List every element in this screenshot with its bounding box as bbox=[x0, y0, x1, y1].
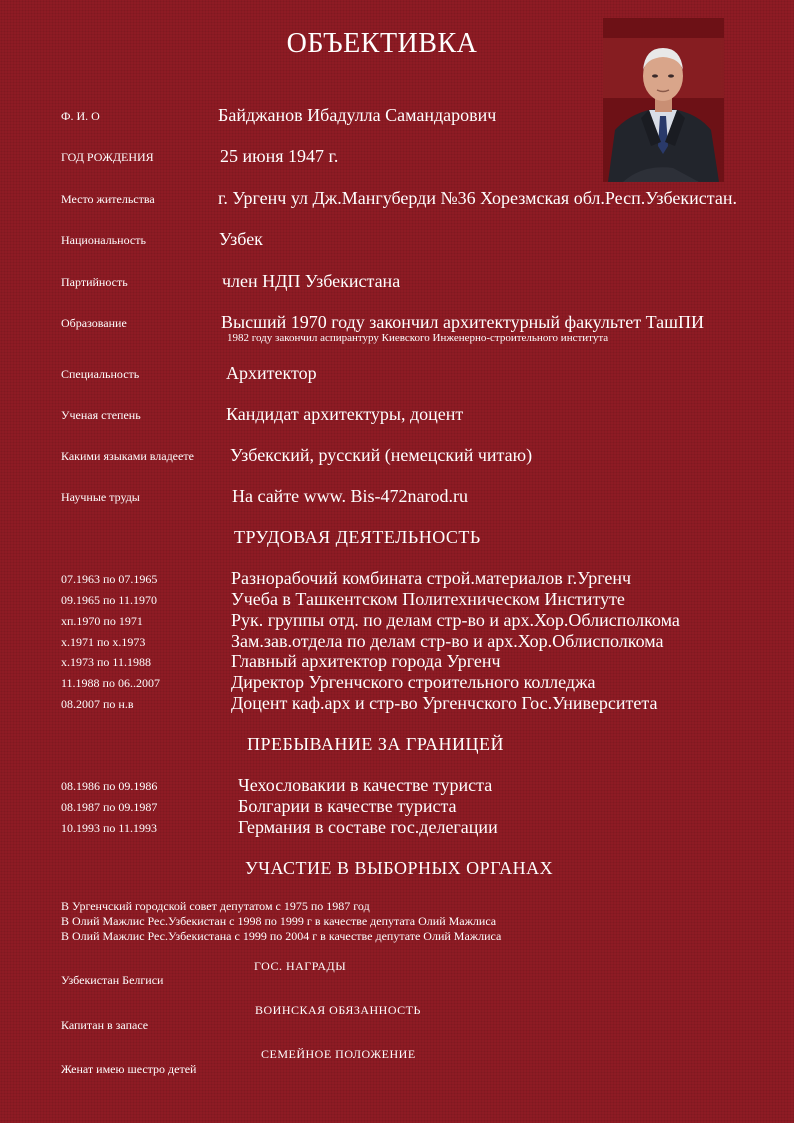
work-desc: Доцент каф.арх и стр-во Ургенчского Гос.Университета bbox=[231, 693, 658, 713]
military-heading: ВОИНСКАЯ ОБЯЗАННОСТЬ bbox=[255, 1003, 421, 1017]
work-date: х.1971 по х.1973 bbox=[61, 635, 146, 649]
page-title: ОБЪЕКТИВКА bbox=[286, 28, 478, 59]
awards-heading: ГОС. НАГРАДЫ bbox=[254, 959, 347, 973]
work-date: хп.1970 по 1971 bbox=[61, 614, 143, 628]
work-date: 09.1965 по 11.1970 bbox=[61, 593, 157, 607]
elected-line: В Олий Мажлис Рес.Узбекистан с 1998 по 1999 г в качестве депутата Олий Мажлиса bbox=[61, 914, 497, 928]
awards-text: Узбекистан Белгиси bbox=[61, 973, 164, 987]
work-date: 08.2007 по н.в bbox=[61, 697, 134, 711]
portrait-photo-icon bbox=[603, 18, 724, 182]
work-date: 07.1963 по 07.1965 bbox=[61, 572, 158, 586]
work-desc: Директор Ургенчского строительного колледжа bbox=[231, 672, 596, 692]
abroad-date: 10.1993 по 11.1993 bbox=[61, 821, 157, 835]
work-heading: ТРУДОВАЯ ДЕЯТЕЛЬНОСТЬ bbox=[234, 527, 481, 547]
party-value: член НДП Узбекистана bbox=[222, 271, 401, 291]
works-value: На сайте www. Bis-472narod.ru bbox=[232, 486, 468, 506]
specialty-value: Архитектор bbox=[226, 363, 317, 383]
abroad-desc: Германия в составе гос.делегации bbox=[238, 817, 498, 837]
family-text: Женат имею шестро детей bbox=[61, 1062, 197, 1076]
education-sub: 1982 году закончил аспирантуру Киевского Инженерно-строительного института bbox=[227, 332, 609, 344]
fio-value: Байджанов Ибадулла Самандарович bbox=[218, 105, 497, 125]
works-label: Научные труды bbox=[61, 490, 140, 504]
family-heading: СЕМЕЙНОЕ ПОЛОЖЕНИЕ bbox=[261, 1047, 416, 1061]
education-value: Высший 1970 году закончил архитектурный факультет ТашПИ bbox=[221, 312, 704, 332]
degree-label: Ученая степень bbox=[61, 408, 141, 422]
birth-year-label: ГОД РОЖДЕНИЯ bbox=[61, 150, 154, 164]
languages-label: Какими языками владеете bbox=[61, 449, 194, 463]
elected-line: В Ургенчский городской совет депутатом с 1975 по 1987 год bbox=[61, 899, 370, 913]
work-desc: Разнорабочий комбината строй.материалов г.Ургенч bbox=[231, 568, 632, 588]
education-label: Образование bbox=[61, 316, 127, 330]
degree-value: Кандидат архитектуры, доцент bbox=[226, 404, 464, 424]
work-desc: Учеба в Ташкентском Политехническом Институте bbox=[231, 589, 625, 609]
abroad-date: 08.1986 по 09.1986 bbox=[61, 779, 158, 793]
work-desc: Главный архитектор города Ургенч bbox=[231, 651, 501, 671]
abroad-date: 08.1987 по 09.1987 bbox=[61, 800, 158, 814]
elected-line: В Олий Мажлис Рес.Узбекистана с 1999 по 2004 г в качестве депутате Олий Мажлиса bbox=[61, 929, 502, 943]
portrait-photo bbox=[603, 18, 724, 182]
work-desc: Рук. группы отд. по делам стр-во и арх.Хор.Облисполкома bbox=[231, 610, 680, 630]
birth-year-value: 25 июня 1947 г. bbox=[220, 146, 339, 166]
elected-heading: УЧАСТИЕ В ВЫБОРНЫХ ОРГАНАХ bbox=[245, 858, 554, 878]
nationality-value: Узбек bbox=[219, 229, 263, 249]
residence-label: Место жительства bbox=[61, 192, 155, 206]
residence-value: г. Ургенч ул Дж.Мангуберди №36 Хорезмская обл.Респ.Узбекистан. bbox=[218, 188, 737, 208]
work-date: 11.1988 по 06..2007 bbox=[61, 676, 160, 690]
abroad-desc: Чехословакии в качестве туриста bbox=[238, 775, 493, 795]
nationality-label: Национальность bbox=[61, 233, 146, 247]
specialty-label: Специальность bbox=[61, 367, 140, 381]
party-label: Партийность bbox=[61, 275, 128, 289]
abroad-heading: ПРЕБЫВАНИЕ ЗА ГРАНИЦЕЙ bbox=[247, 734, 505, 754]
military-text: Капитан в запасе bbox=[61, 1018, 149, 1032]
abroad-desc: Болгарии в качестве туриста bbox=[238, 796, 457, 816]
work-desc: Зам.зав.отдела по делам стр-во и арх.Хор.Облисполкома bbox=[231, 631, 664, 651]
work-date: х.1973 по 11.1988 bbox=[61, 655, 151, 669]
languages-value: Узбекский, русский (немецский читаю) bbox=[230, 445, 533, 465]
fio-label: Ф. И. О bbox=[61, 109, 100, 123]
